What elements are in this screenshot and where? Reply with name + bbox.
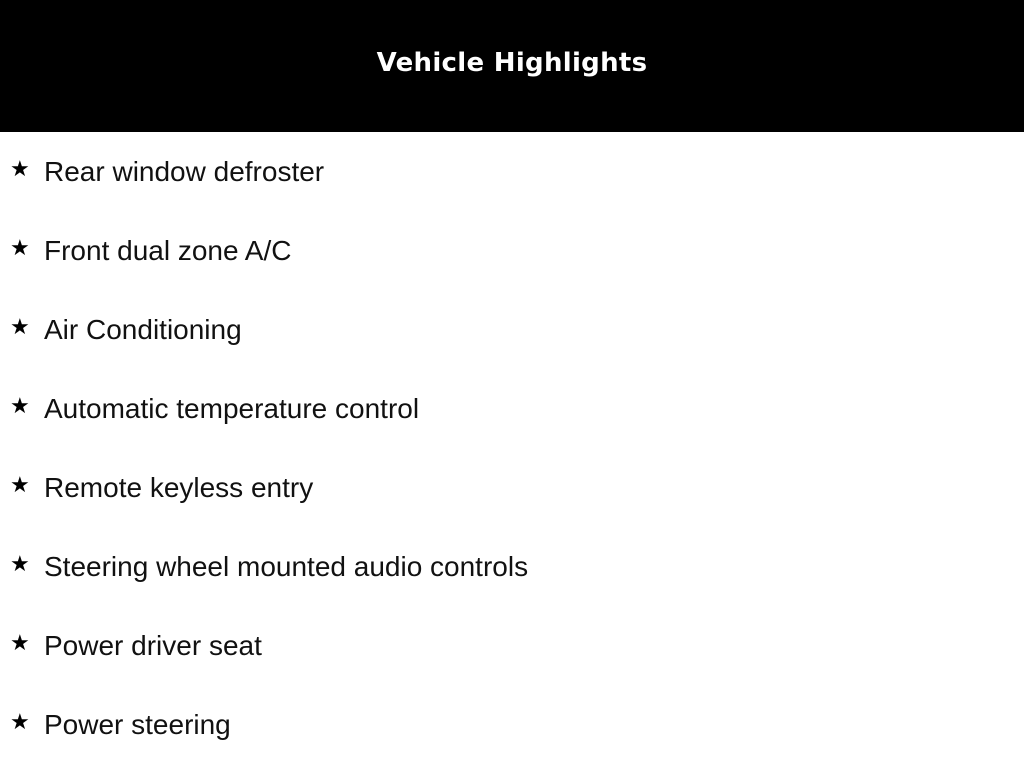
star-icon: ★ [10,394,30,419]
list-item-label: Remote keyless entry [44,472,314,503]
highlights-list [0,132,1024,764]
star-icon: ★ [10,631,30,656]
star-icon: ★ [10,710,30,735]
star-icon: ★ [10,473,30,498]
list-item [0,527,1024,606]
list-item-label: Front dual zone A/C [44,235,292,266]
page-title: Vehicle Highlights [376,48,648,78]
list-item-label: Air Conditioning [44,314,242,345]
list-item [0,448,1024,527]
list-item [0,685,1024,764]
list-item-label: Steering wheel mounted audio controls [44,551,529,582]
list-item [0,606,1024,685]
star-icon: ★ [10,552,30,577]
star-icon: ★ [10,157,30,182]
star-icon: ★ [10,315,30,340]
list-item [0,369,1024,448]
list-item [0,290,1024,369]
list-item-label: Power driver seat [44,630,262,661]
header-bar [0,0,1024,132]
list-item-label: Rear window defroster [44,156,325,187]
star-icon: ★ [10,236,30,261]
list-item-label: Automatic temperature control [44,393,420,424]
list-item [0,132,1024,211]
list-item [0,211,1024,290]
list-item-label: Power steering [44,709,231,740]
